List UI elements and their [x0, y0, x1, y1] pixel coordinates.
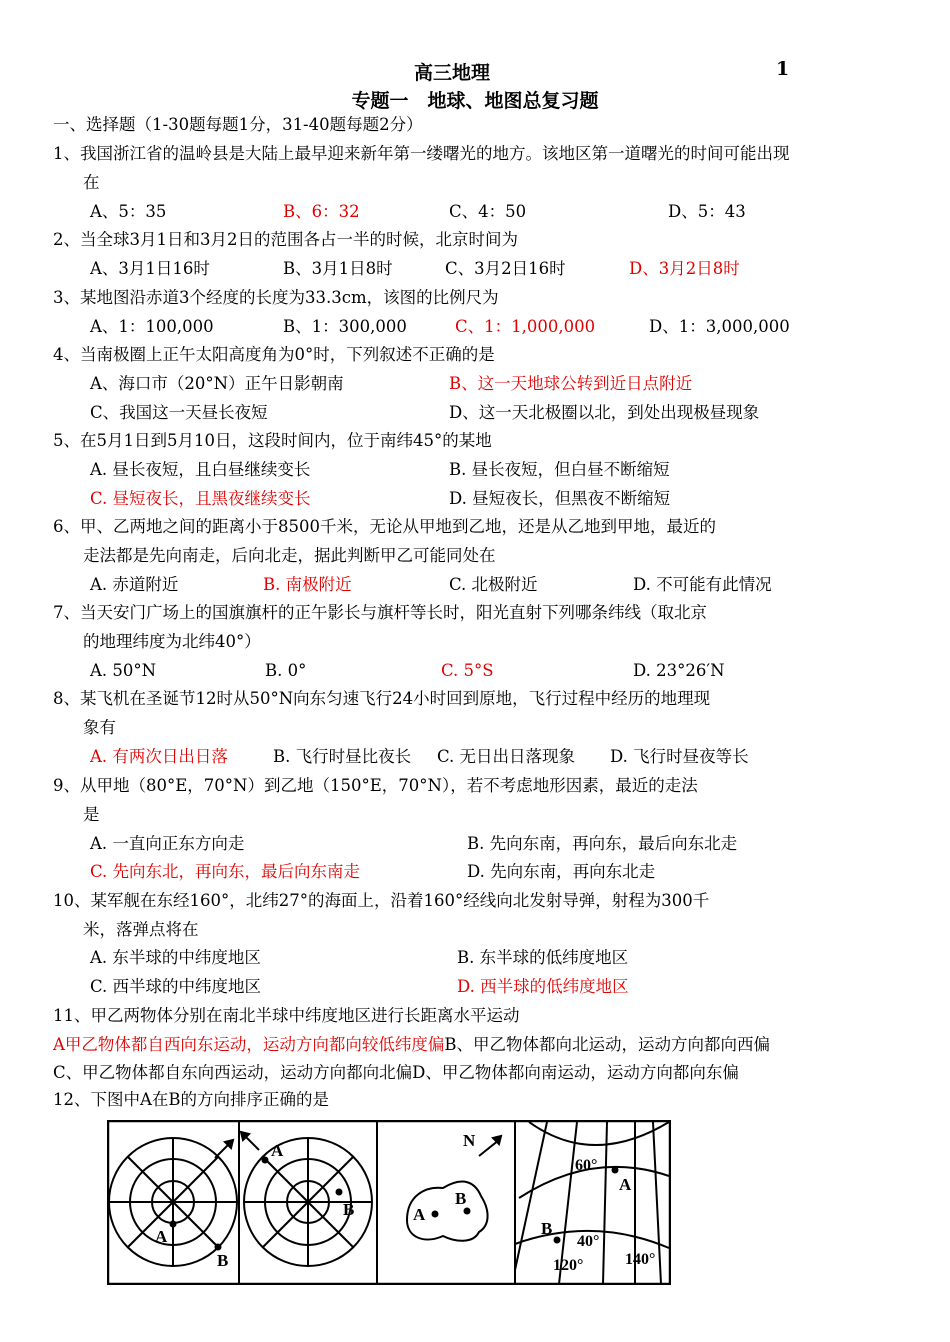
q10-option-d: D. 西半球的低纬度地区 [457, 977, 629, 996]
section-heading: 一、选择题（1-30题每题1分，31-40题每题2分） [53, 115, 423, 134]
q11-options-row2 [53, 1063, 739, 1083]
q1-stem-line2: 在 [83, 173, 100, 192]
panel-1-point-a [170, 1221, 177, 1228]
q2-option-c: C、3月2日16时 [445, 259, 566, 278]
panel-2-point-b [336, 1189, 343, 1196]
panel-1-label-b: B [217, 1251, 229, 1270]
q11-stem: 11、甲乙两物体分别在南北半球中纬度地区进行长距离水平运动 [53, 1006, 520, 1025]
q10-stem-line1: 10、某军舰在东经160°，北纬27°的海面上，沿着160°经线向北发射导弹，射程为300千 [53, 891, 710, 910]
q5-option-b: B. 昼长夜短，但白昼不断缩短 [449, 460, 670, 479]
page-number: 1 [776, 58, 790, 80]
panel-1-point-b [215, 1244, 222, 1251]
q10-option-c: C. 西半球的中纬度地区 [90, 977, 262, 996]
q6-option-c: C. 北极附近 [449, 575, 538, 594]
q9-option-b: B. 先向东南，再向东，最后向东北走 [467, 834, 738, 853]
q5-stem: 5、在5月1日到5月10日，这段时间内，位于南纬45°的某地 [53, 431, 492, 450]
q1-option-a: A、5：35 [90, 202, 167, 221]
q6-stem-line1: 6、甲、乙两地之间的距离小于8500千米，无论从甲地到乙地，还是从乙地到甲地，最近的 [53, 517, 716, 536]
q7-option-a: A. 50°N [90, 661, 157, 680]
q2-option-d: D、3月2日8时 [629, 259, 740, 278]
panel-2-polar-diagram [241, 1132, 372, 1266]
panel-4-label-b: B [541, 1219, 553, 1238]
panel-3-point-a [432, 1211, 439, 1218]
q11-option-a: A甲乙物体都自西向东运动，运动方向都向较低纬度偏 [53, 1035, 445, 1054]
q11-option-c: C、甲乙物体都自东向西运动，运动方向都向北偏 [53, 1063, 413, 1082]
panel-4-lat-40: 40° [577, 1233, 600, 1250]
q8-option-a: A. 有两次日出日落 [90, 747, 228, 766]
panel-4-lat-60: 60° [575, 1157, 598, 1174]
q8-option-c: C. 无日出日落现象 [437, 747, 576, 766]
q9-option-d: D. 先向东南，再向东北走 [467, 862, 656, 881]
q3-option-b: B、1：300,000 [283, 317, 407, 336]
q6-option-a: A. 赤道附近 [90, 575, 179, 594]
q2-stem: 2、当全球3月1日和3月2日的范围各占一半的时候，北京时间为 [53, 230, 518, 249]
page-subtitle: 专题一 地球、地图总复习题 [351, 90, 599, 112]
q7-option-b: B. 0° [265, 661, 307, 680]
q4-option-a: A、海口市（20°N）正午日影朝南 [90, 374, 344, 393]
q1-stem-line1: 1、我国浙江省的温岭县是大陆上最早迎来新年第一缕曙光的地方。该地区第一道曙光的时间可能出现 [53, 144, 790, 163]
q5-option-a: A. 昼长夜短，且白昼继续变长 [90, 460, 311, 479]
q1-option-c: C、4：50 [449, 202, 527, 221]
q1-option-d: D、5：43 [668, 202, 746, 221]
q11-option-d: D、甲乙物体都向南运动，运动方向都向东偏 [412, 1063, 739, 1082]
q7-stem-line2: 的地理纬度为北纬40°） [83, 632, 261, 651]
q3-option-c: C、1：1,000,000 [455, 317, 596, 336]
panel-4-point-b [554, 1237, 561, 1244]
panel-2-label-a: A [271, 1141, 284, 1160]
q6-option-b: B. 南极附近 [263, 575, 352, 594]
panel-4-label-a: A [619, 1175, 632, 1194]
panel-1-label-a: A [155, 1227, 168, 1246]
q2-option-b: B、3月1日8时 [283, 259, 393, 278]
q8-stem-line1: 8、某飞机在圣诞节12时从50°N向东匀速飞行24小时回到原地，飞行过程中经历的地理现 [53, 689, 711, 708]
panel-4-lon-120: 120° [553, 1257, 584, 1274]
q6-stem-line2: 走法都是先向南走，后向北走，据此判断甲乙可能同处在 [83, 546, 496, 565]
q5-option-d: D. 昼短夜长，但黑夜不断缩短 [449, 489, 671, 508]
q3-option-a: A、1：100,000 [90, 317, 214, 336]
panel-2-label-b: B [343, 1200, 355, 1219]
q7-option-d: D. 23°26′N [633, 661, 725, 680]
q4-option-c: C、我国这一天昼长夜短 [90, 403, 268, 422]
q10-option-a: A. 东半球的中纬度地区 [90, 948, 261, 967]
q8-option-d: D. 飞行时昼夜等长 [610, 747, 749, 766]
page-title: 高三地理 [414, 62, 491, 84]
q9-option-a: A. 一直向正东方向走 [90, 834, 245, 853]
panel-3-north-arrow [479, 1136, 501, 1156]
q10-stem-line2: 米，落弹点将在 [83, 920, 199, 939]
q3-stem: 3、某地图沿赤道3个经度的长度为33.3cm，该图的比例尺为 [53, 288, 499, 307]
q4-option-d: D、这一天北极圈以北，到处出现极昼现象 [449, 403, 760, 422]
q5-option-c: C. 昼短夜长，且黑夜继续变长 [90, 489, 311, 508]
q12-stem: 12、下图中A在B的方向排序正确的是 [53, 1090, 330, 1109]
panel-3-point-b [464, 1208, 471, 1215]
q1-option-b: B、6：32 [283, 202, 360, 221]
panel-3-label-a: A [413, 1205, 426, 1224]
q11-option-b: B、甲乙物体都向北运动，运动方向都向西偏 [444, 1035, 771, 1054]
q3-option-d: D、1：3,000,000 [649, 317, 790, 336]
q9-stem-line1: 9、从甲地（80°E，70°N）到乙地（150°E，70°N），若不考虑地形因素，最近的走法 [53, 776, 698, 795]
q7-stem-line1: 7、当天安门广场上的国旗旗杆的正午影长与旗杆等长时，阳光直射下列哪条纬线（取北京 [53, 603, 707, 622]
q8-option-b: B. 飞行时昼比夜长 [273, 747, 412, 766]
panel-2-point-a [262, 1157, 269, 1164]
panel-4-lon-140: 140° [625, 1251, 656, 1268]
q9-option-c: C. 先向东北，再向东，最后向东南走 [90, 862, 361, 881]
q9-stem-line2: 是 [83, 805, 100, 824]
q2-option-a: A、3月1日16时 [90, 259, 210, 278]
q11-options-row1 [53, 1035, 770, 1055]
q4-stem: 4、当南极圈上正午太阳高度角为0°时，下列叙述不正确的是 [53, 345, 495, 364]
q6-option-d: D. 不可能有此情况 [633, 575, 772, 594]
panel-4-point-a [612, 1167, 619, 1174]
q12-figure [107, 1120, 671, 1285]
q8-stem-line2: 象有 [83, 718, 116, 737]
panel-3-north-label: N [463, 1131, 476, 1150]
q7-option-c: C. 5°S [441, 661, 494, 680]
q10-option-b: B. 东半球的低纬度地区 [457, 948, 629, 967]
q4-option-b: B、这一天地球公转到近日点附近 [449, 374, 693, 393]
panel-3-label-b: B [455, 1189, 467, 1208]
